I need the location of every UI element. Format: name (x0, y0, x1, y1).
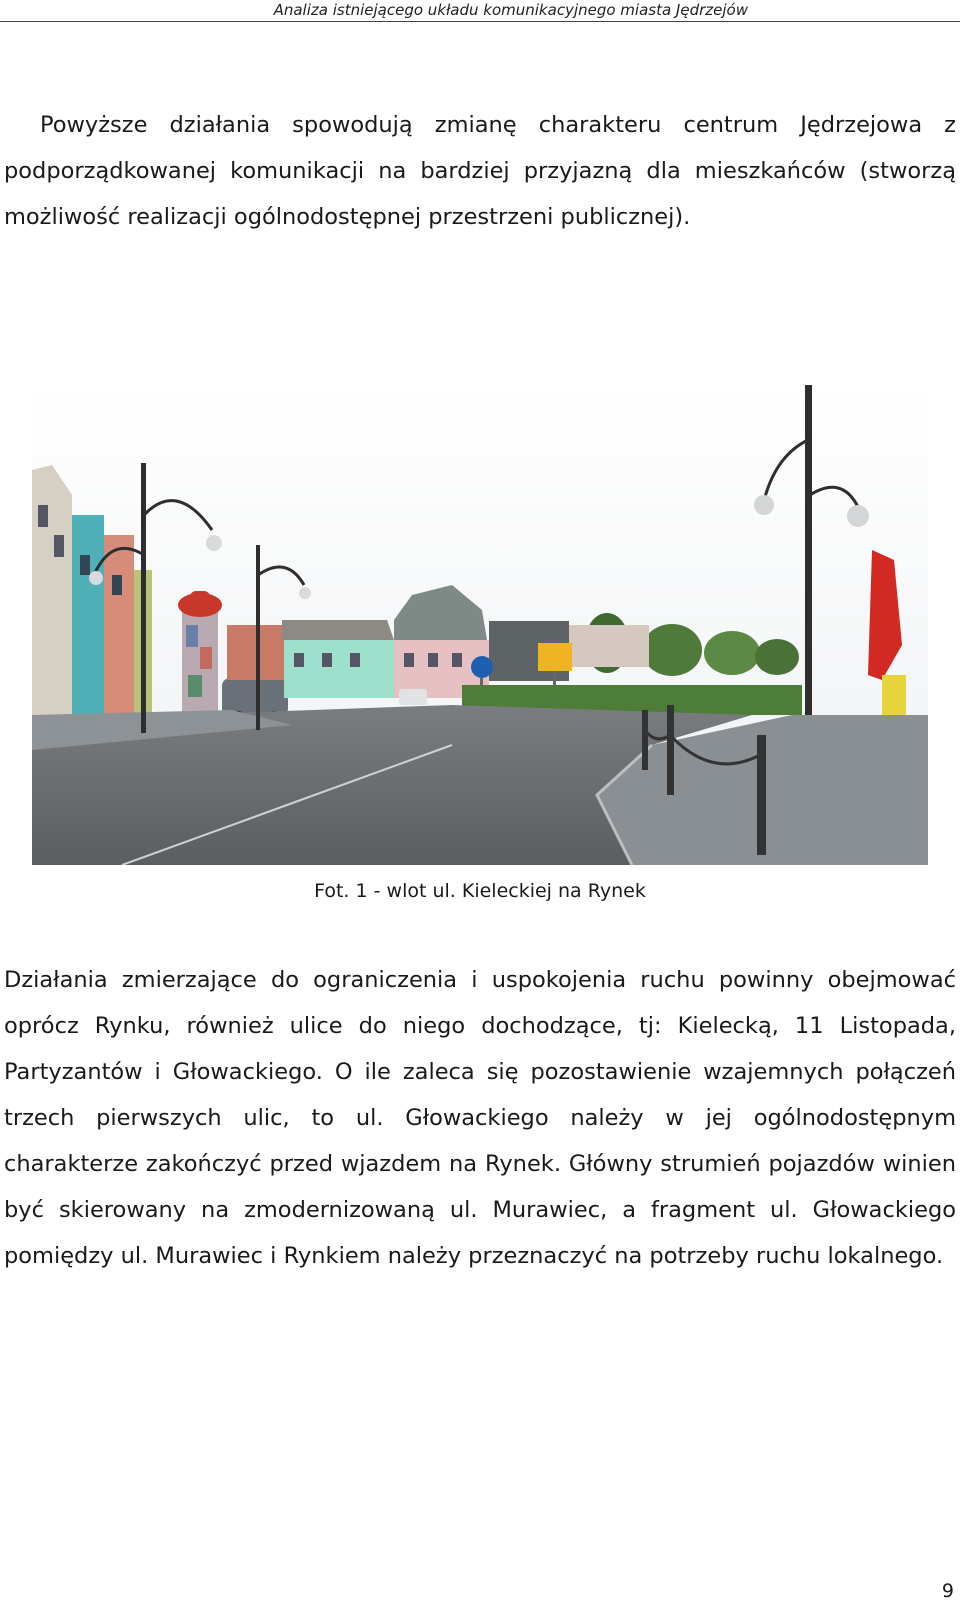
page-header (0, 0, 960, 22)
street-photo (32, 385, 928, 865)
page-number: 9 (941, 1580, 954, 1602)
paragraph-intro: Powyższe działania spowodują zmianę charakteru centrum Jędrzejowa z podporządkowanej komunikacji na bardziej przyjazną dla mieszkańców (stworzą możliwość realizacji ogólnodostępnej przestrzeni publicznej). (4, 112, 956, 230)
header-rule (0, 21, 960, 22)
paragraph-traffic-calming: Działania zmierzające do ograniczenia i uspokojenia ruchu powinny obejmować oprócz Rynku, również ulice do niego dochodzące, tj: Kielecką, 11 Listopada, Partyzantów i Głowackiego. O ile zaleca się pozostawienie wzajemnych połączeń trzech pierwszych ulic, to ul. Głowackiego należy w jej ogólnodostępnym charakterze zakończyć przed wjazdem na Rynek. Główny strumień pojazdów winien być skierowany na zmodernizowaną ul. Murawiec, a fragment ul. Głowackiego pomiędzy ul. Murawiec i Rynkiem należy przeznaczyć na potrzeby ruchu lokalnego. (4, 967, 956, 1269)
header-title: Analiza istniejącego układu komunikacyjnego miasta Jędrzejów (273, 1, 748, 19)
photo-caption: Fot. 1 - wlot ul. Kieleckiej na Rynek (314, 880, 646, 902)
